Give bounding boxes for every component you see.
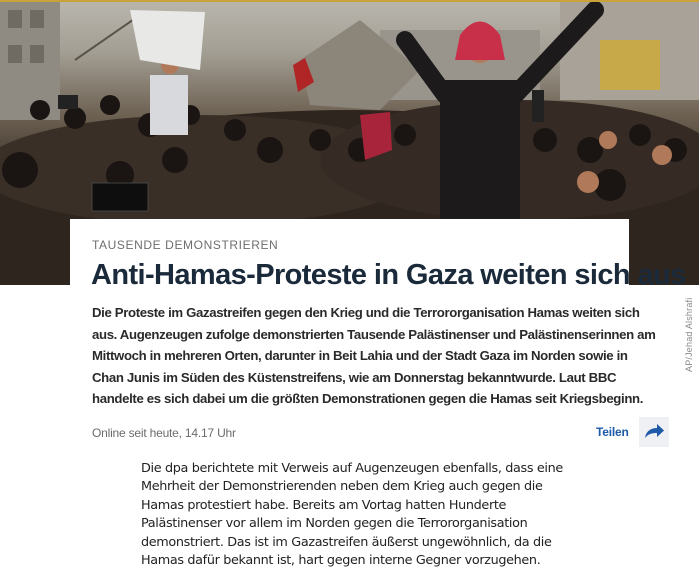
accent-line — [0, 0, 699, 2]
lead-line: Chan Junis im Süden des Küstenstreifens, wie am Donnerstag bekanntwurde. Laut BBC — [92, 369, 617, 385]
article-body — [141, 460, 561, 570]
lead-line: Die Proteste im Gazastreifen gegen den Krieg und die Terrororganisation Hamas weiten sich — [92, 305, 640, 320]
share-arrow-icon[interactable] — [639, 417, 669, 447]
article-lead — [92, 302, 656, 410]
share-button[interactable] — [596, 416, 669, 448]
lead-line: Mittwoch in mehreren Orten, darunter in Beit Lahia und der Stadt Gaza im Norden sowie in — [92, 348, 628, 363]
photo-credit: AP/Jehad Alshrafi — [684, 297, 694, 372]
share-label[interactable]: Teilen — [596, 425, 629, 439]
lead-line: aus. Augenzeugen zufolge demonstrierten Tausende Palästinenser und Palästinenserinnen am — [92, 326, 656, 342]
lead-line: handelte es sich dabei um die größten Demonstrationen gegen die Hamas seit Kriegsbeginn. — [92, 391, 644, 406]
article-kicker: TAUSENDE DEMONSTRIEREN — [92, 238, 279, 252]
body-line: Mehrheit der Demonstrierenden neben dem Krieg auch gegen die — [141, 479, 543, 495]
body-line: Die dpa berichtete mit Verweis auf Augenzeugen ebenfalls, dass eine — [141, 461, 563, 476]
article-meta — [92, 424, 236, 442]
body-line: Hamas protestiert habe. Bereits am Vortag hatten Hunderte — [141, 497, 507, 513]
publish-timestamp: Online seit heute, 14.17 Uhr — [92, 426, 236, 440]
body-line: demonstriert. Das ist im Gazastreifen äußerst ungewöhnlich, da die — [141, 534, 552, 550]
article-headline: Anti-Hamas-Proteste in Gaza weiten sich aus — [91, 259, 686, 291]
body-line: Hamas dafür bekannt ist, hart gegen interne Gegner vorzugehen. — [141, 553, 541, 569]
body-line: Palästinenser vor allem im Norden gegen die Terrororganisation — [141, 516, 528, 532]
